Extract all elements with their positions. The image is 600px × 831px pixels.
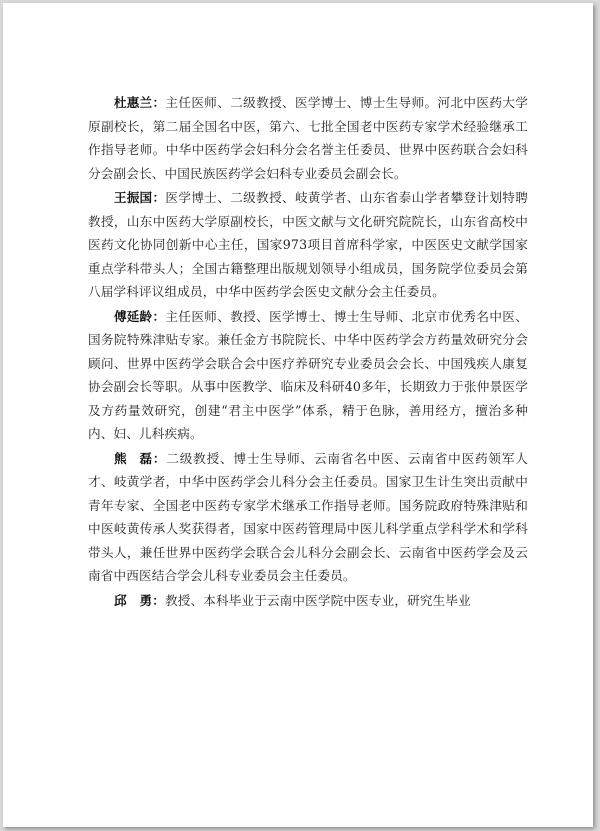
bio-entry-1 (88, 91, 528, 185)
name-colon: ： (152, 190, 166, 205)
bio-text: 教授、本科毕业于云南中医学院中医专业，研究生毕业 (164, 592, 471, 608)
bio-text: 主任医师、教授、医学博士、博士生导师、北京市优秀名中医、国务院特殊津贴专家。兼任金方书院院长、中华中医药学会方药量效研究分会顾问、世界中医药学会联合会中医疗养研究专业委员会会长、中国残疾人康复协会副会长等职。从事中医教学、临床及科研40多年，长期致力于张仲景医学及方药量效研究，创建“君主中医学”体系，精于色脉，善用经方，擅治多种内、妇、儿科疾病。 (88, 308, 528, 441)
person-name: 杜惠兰 (114, 95, 153, 110)
name-colon: ： (152, 95, 166, 110)
name-colon: ： (152, 450, 167, 466)
person-name: 熊 磊 (114, 450, 153, 466)
person-name: 王振国 (114, 190, 153, 205)
name-colon: ： (152, 308, 166, 324)
document-page (3, 3, 593, 827)
bio-entry-4 (88, 447, 528, 588)
bio-text: 主任医师、二级教授、医学博士、博士生导师。河北中医药大学原副校长，第二届全国名中医，第六、七批全国老中医药专家学术经验继承工作指导老师。中华中医药学会妇科分会名誉主任委员、世界中医药联合会妇科分会副会长、中国民族医药学会妇科专业委员会副会长。 (88, 95, 528, 181)
bio-entry-5 (88, 589, 528, 613)
person-name: 邱 勇 (114, 592, 153, 608)
bio-list (88, 91, 528, 613)
bio-text: 二级教授、博士生导师、云南省名中医、云南省中医药领军人才、岐黄学者，中华中医药学会儿科分会主任委员。国家卫生计生突出贡献中青年专家、全国老中医药专家学术继承工作指导老师。国务院政府特殊津贴和中医岐黄传承人奖获得者，国家中医药管理局中医儿科学重点学科学术和学科带头人，兼任世界中医药学会联合会儿科分会副会长、云南省中医药学会及云南省中西医结合学会儿科专业委员会主任委员。 (88, 450, 528, 583)
bio-text: 医学博士、二级教授、岐黄学者、山东省泰山学者攀登计划特聘教授，山东中医药大学原副校长，中医文献与文化研究院院长，山东省高校中医药文化协同创新中心主任，国家973项目首席科学家，中医医史文献学国家重点学科带头人；全国古籍整理出版规划领导小组成员，国务院学位委员会第八届学科评议组成员，中华中医药学会医史文献分会主任委员。 (88, 190, 528, 299)
bio-entry-2 (88, 186, 528, 304)
bio-entry-3 (88, 305, 528, 446)
name-colon: ： (152, 592, 165, 608)
person-name: 傅延龄 (114, 308, 153, 324)
